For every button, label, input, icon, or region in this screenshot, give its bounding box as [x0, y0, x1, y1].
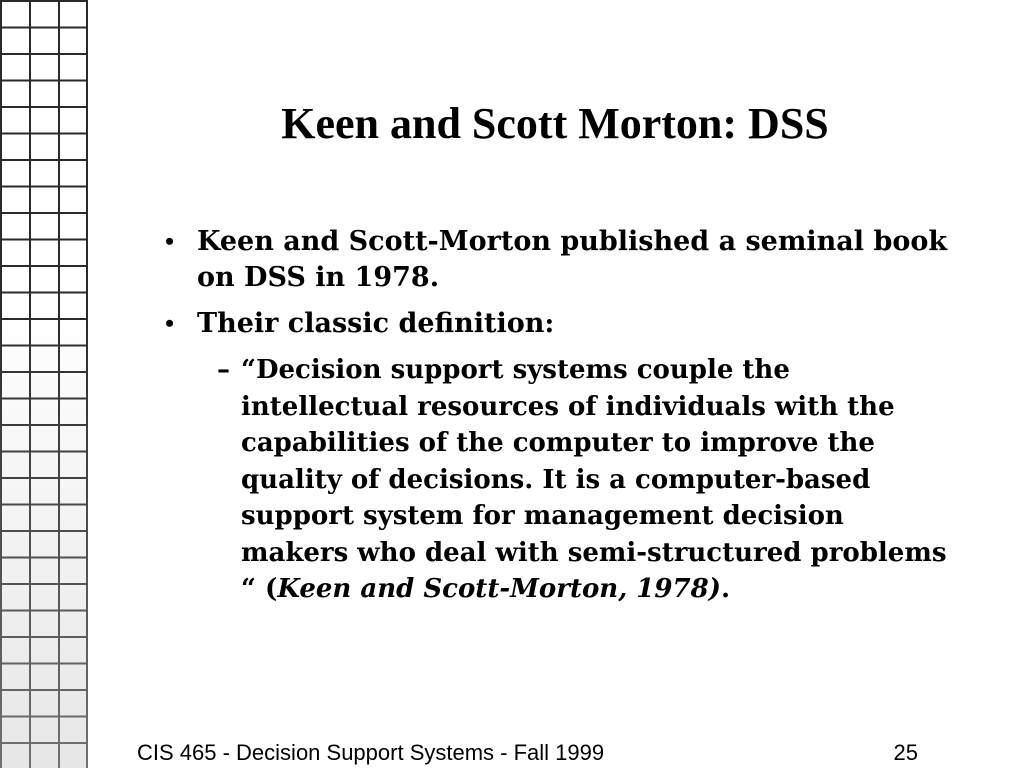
grid-right-edge: [86, 0, 88, 768]
footer-course: CIS 465 - Decision Support Systems - Fall 1999: [137, 740, 605, 765]
slide-title: Keen and Scott Morton: DSS: [281, 99, 829, 148]
quote-text: “Decision support systems couple the intellectual resources of individuals with the capabilities of the computer to improve the quality of decisions. It is a computer-based support system for management decision makers who deal with semi-structured problems “ (: [241, 355, 947, 604]
sub-bullet-mark: –: [217, 355, 230, 385]
footer-page-number: 25: [893, 740, 918, 765]
slide-body: [165, 224, 955, 608]
bullet-text: Keen and Scott-Morton published a seminal book on DSS in 1978.: [197, 226, 948, 293]
bullet-item: [165, 306, 955, 342]
quote-end: .: [720, 574, 731, 604]
bullet-item: [165, 224, 955, 296]
bullet-text: Their classic definition:: [197, 308, 555, 339]
decorative-grid-strip: [0, 0, 88, 768]
bullet-mark: •: [165, 309, 175, 338]
sub-bullet-item: [217, 352, 955, 608]
bullet-mark: •: [165, 227, 175, 256]
definition-quote: [241, 352, 955, 608]
citation: Keen and Scott-Morton, 1978): [277, 574, 721, 604]
